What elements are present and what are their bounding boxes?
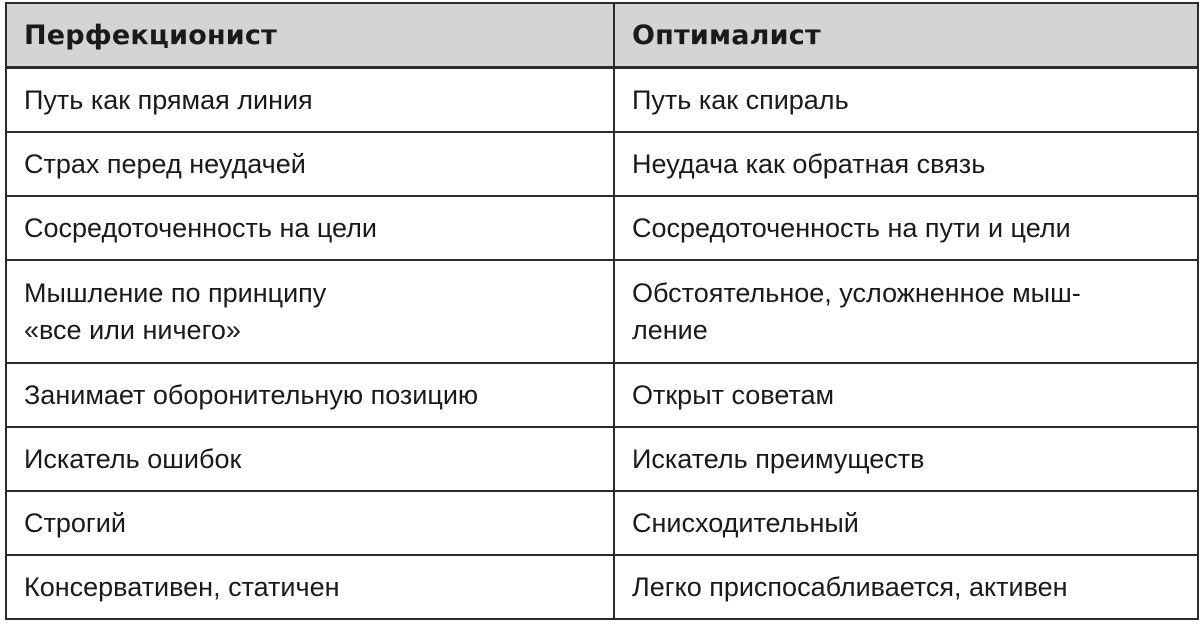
table-row — [6, 555, 1198, 619]
cell-perfectionist: Мышление по принципу «все или ничего» — [6, 260, 614, 363]
table-row — [6, 363, 1198, 427]
cell-perfectionist: Сосредоточенность на цели — [6, 196, 614, 260]
table-row — [6, 132, 1198, 196]
cell-optimalist: Снисходительный — [614, 491, 1198, 555]
cell-optimalist: Легко приспосабливается, активен — [614, 555, 1198, 619]
cell-optimalist: Неудача как обратная связь — [614, 132, 1198, 196]
comparison-table-container — [5, 2, 1197, 625]
cell-optimalist: Обстоятельное, усложненное мыш- ление — [614, 260, 1198, 363]
cell-optimalist: Сосредоточенность на пути и цели — [614, 196, 1198, 260]
cell-perfectionist: Консервативен, статичен — [6, 555, 614, 619]
cell-perfectionist: Занимает оборонительную позицию — [6, 363, 614, 427]
cell-perfectionist: Страх перед неудачей — [6, 132, 614, 196]
header-row — [6, 3, 1198, 68]
cell-optimalist: Путь как спираль — [614, 68, 1198, 133]
cell-perfectionist: Строгий — [6, 491, 614, 555]
cell-perfectionist: Искатель ошибок — [6, 427, 614, 491]
table-row — [6, 491, 1198, 555]
table-row — [6, 196, 1198, 260]
cell-optimalist: Открыт советам — [614, 363, 1198, 427]
header-perfectionist: Перфекционист — [6, 3, 614, 68]
header-optimalist: Оптималист — [614, 3, 1198, 68]
cell-perfectionist: Путь как прямая линия — [6, 68, 614, 133]
cell-optimalist: Искатель преимуществ — [614, 427, 1198, 491]
table-row — [6, 260, 1198, 363]
table-row — [6, 68, 1198, 133]
comparison-table — [5, 2, 1199, 620]
table-row — [6, 427, 1198, 491]
